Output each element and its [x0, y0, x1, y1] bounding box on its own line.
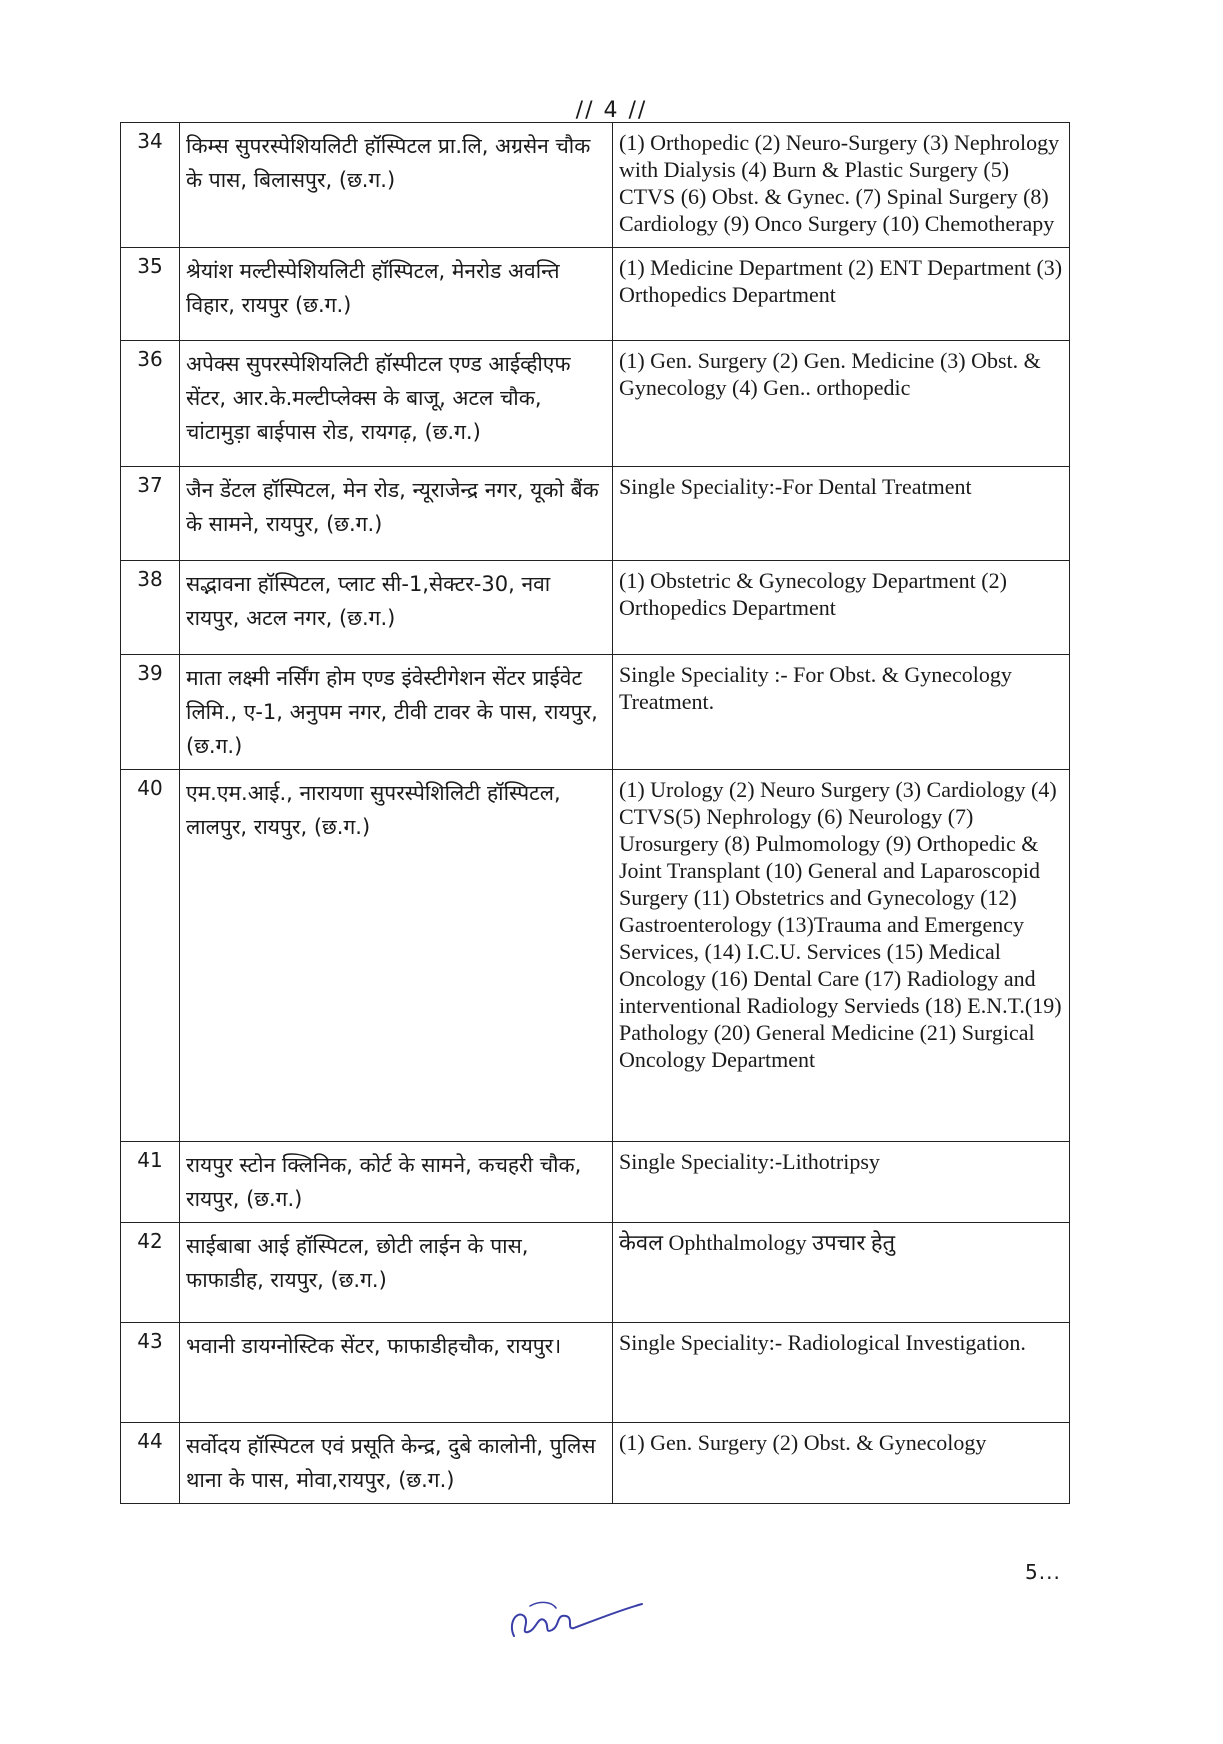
specialities: (1) Urology (2) Neuro Surgery (3) Cardiology (4) CTVS(5) Nephrology (6) Neurology (7) Urosurgery (8) Pulmomology (9) Orthopedic & Joint Transplant (10) General and Laparoscopid Surgery (11) Obstetrics and Gynecology (12) Gastroenterology (13)Trauma and Emergency Services, (14) I.C.U. Services (15) Medical Oncology (16) Dental Care (17) Radiology and interventional Radiology Servieds (18) E.N.T.(19) Pathology (20) General Medicine (21) Surgical Oncology Department [613, 770, 1070, 1142]
specialities: (1) Gen. Surgery (2) Gen. Medicine (3) Obst. & Gynecology (4) Gen.. orthopedic [613, 341, 1070, 467]
next-page-indicator: 5... [1025, 1560, 1061, 1584]
serial-number: 41 [121, 1142, 180, 1223]
hospital-name: अपेक्स सुपरस्पेशियलिटी हॉस्पीटल एण्ड आईव्हीएफ सेंटर, आर.के.मल्टीप्लेक्स के बाजू, अटल चौक, चांटामुड़ा बाईपास रोड, रायगढ़, (छ.ग.) [180, 341, 613, 467]
serial-number: 43 [121, 1323, 180, 1423]
table-row [121, 1142, 1070, 1223]
hospital-name: भवानी डायग्नोस्टिक सेंटर, फाफाडीहचौक, रायपुर। [180, 1323, 613, 1423]
hospital-name: रायपुर स्टोन क्लिनिक, कोर्ट के सामने, कचहरी चौक, रायपुर, (छ.ग.) [180, 1142, 613, 1223]
table-row [121, 1223, 1070, 1323]
hospital-name: माता लक्ष्मी नर्सिंग होम एण्ड इंवेस्टीगेशन सेंटर प्राईवेट लिमि., ए-1, अनुपम नगर, टीवी टावर के पास, रायपुर, (छ.ग.) [180, 655, 613, 770]
serial-number: 40 [121, 770, 180, 1142]
specialities: Single Speciality:-Lithotripsy [613, 1142, 1070, 1223]
hospital-name: सर्वोदय हॉस्पिटल एवं प्रसूति केन्द्र, दुबे कालोनी, पुलिस थाना के पास, मोवा,रायपुर, (छ.ग.) [180, 1423, 613, 1504]
table-row [121, 341, 1070, 467]
specialities: (1) Orthopedic (2) Neuro-Surgery (3) Nephrology with Dialysis (4) Burn & Plastic Surgery (5) CTVS (6) Obst. & Gynec. (7) Spinal Surgery (8) Cardiology (9) Onco Surgery (10) Chemotherapy [613, 123, 1070, 248]
hospital-table [120, 122, 1070, 1504]
table-row [121, 123, 1070, 248]
serial-number: 37 [121, 467, 180, 561]
specialities: Single Speciality:-For Dental Treatment [613, 467, 1070, 561]
serial-number: 42 [121, 1223, 180, 1323]
specialities: (1) Obstetric & Gynecology Department (2) Orthopedics Department [613, 561, 1070, 655]
page-number-header: // 4 // [575, 98, 648, 123]
hospital-name: जैन डेंटल हॉस्पिटल, मेन रोड, न्यूराजेन्द्र नगर, यूको बैंक के सामने, रायपुर, (छ.ग.) [180, 467, 613, 561]
hospital-name: सद्भावना हॉस्पिटल, प्लाट सी-1,सेक्टर-30, नवा रायपुर, अटल नगर, (छ.ग.) [180, 561, 613, 655]
serial-number: 35 [121, 248, 180, 341]
specialities: केवल Ophthalmology उपचार हेतु [613, 1223, 1070, 1323]
table-row [121, 248, 1070, 341]
signature-icon [500, 1586, 650, 1646]
serial-number: 44 [121, 1423, 180, 1504]
hospital-name: साईबाबा आई हॉस्पिटल, छोटी लाईन के पास, फाफाडीह, रायपुर, (छ.ग.) [180, 1223, 613, 1323]
serial-number: 39 [121, 655, 180, 770]
table-row [121, 1323, 1070, 1423]
table-row [121, 655, 1070, 770]
serial-number: 34 [121, 123, 180, 248]
table-row [121, 1423, 1070, 1504]
hospital-name: किम्स सुपरस्पेशियलिटी हॉस्पिटल प्रा.लि, अग्रसेन चौक के पास, बिलासपुर, (छ.ग.) [180, 123, 613, 248]
specialities: Single Speciality :- For Obst. & Gynecology Treatment. [613, 655, 1070, 770]
serial-number: 36 [121, 341, 180, 467]
serial-number: 38 [121, 561, 180, 655]
specialities: Single Speciality:- Radiological Investigation. [613, 1323, 1070, 1423]
table-row [121, 467, 1070, 561]
table-row [121, 770, 1070, 1142]
specialities: (1) Medicine Department (2) ENT Department (3) Orthopedics Department [613, 248, 1070, 341]
specialities: (1) Gen. Surgery (2) Obst. & Gynecology [613, 1423, 1070, 1504]
hospital-name: श्रेयांश मल्टीस्पेशियलिटी हॉस्पिटल, मेनरोड अवन्ति विहार, रायपुर (छ.ग.) [180, 248, 613, 341]
table-row [121, 561, 1070, 655]
hospital-name: एम.एम.आई., नारायणा सुपरस्पेशिलिटी हॉस्पिटल, लालपुर, रायपुर, (छ.ग.) [180, 770, 613, 1142]
